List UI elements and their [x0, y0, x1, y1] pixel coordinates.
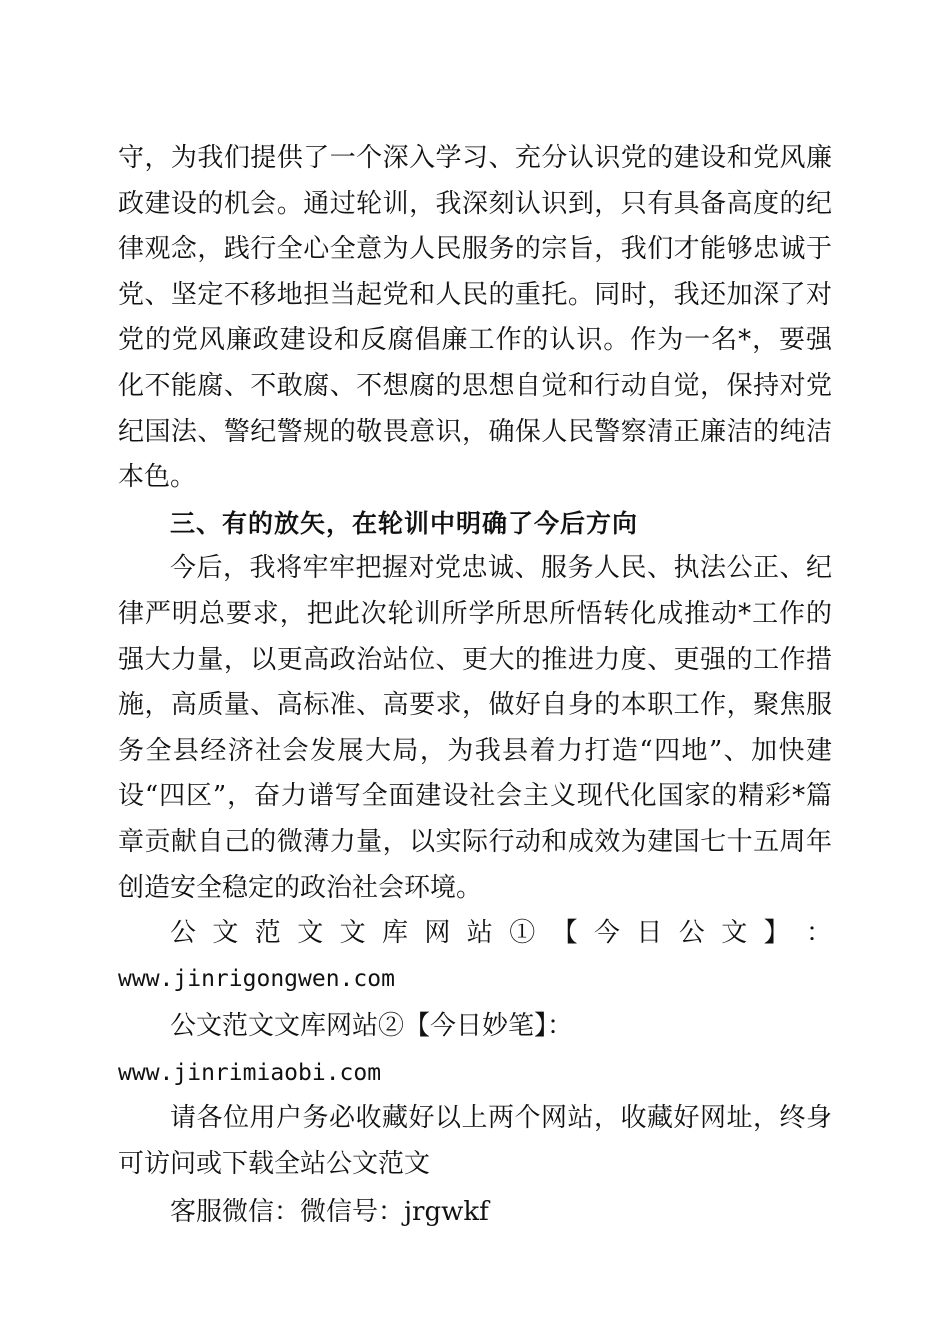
footer-site2-label: 公文范文文库网站②【今日妙笔】：: [170, 1011, 574, 1042]
footer-site2-url[interactable]: www.jinrimiaobi.com: [118, 1059, 382, 1086]
footer-wechat: 客服微信：微信号：jrgwkf: [170, 1196, 489, 1227]
footer-site1-label: 公 文 范 文 文 库 网 站 ① 【 今 日 公 文 】 ：: [170, 918, 832, 949]
paragraph-future-direction: 今后，我将牢牢把握对党忠诚、服务人民、执法公正、纪律严明总要求，把此次轮训所学所思所悟转化成推动*工作的强大力量，以更高政治站位、更大的推进力度、更强的工作措施，高质量、高标准、高要求，做好自身的本职工作，聚焦服务全县经济社会发展大局，为我县着力打造“四地”、加快建设“四区”，奋力谱写全面建设社会主义现代化国家的精彩*篇章贡献自己的微薄力量，以实际行动和成效为建国七十五周年创造安全稳定的政治社会环境。: [118, 553, 832, 903]
footer-notice: 请各位用户务必收藏好以上两个网站，收藏好网址，终身可访问或下载全站公文范文: [118, 1103, 832, 1180]
section-heading-3: 三、有的放矢，在轮训中明确了今后方向: [170, 508, 639, 538]
paragraph-training-awareness: 守，为我们提供了一个深入学习、充分认识党的建设和党风廉政建设的机会。通过轮训，我深刻认识到，只有具备高度的纪律观念，践行全心全意为人民服务的宗旨，我们才能够忠诚于党、坚定不移地担当起党和人民的重托。同时，我还加深了对党的党风廉政建设和反腐倡廉工作的认识。作为一名*，要强化不能腐、不敢腐、不想腐的思想自觉和行动自觉，保持对党纪国法、警纪警规的敬畏意识，确保人民警察清正廉洁的纯洁本色。: [118, 143, 832, 493]
footer-site2: [118, 1004, 832, 1096]
document-page: [118, 136, 832, 1235]
footer-site1-url[interactable]: www.jinrigongwen.com: [118, 965, 395, 992]
